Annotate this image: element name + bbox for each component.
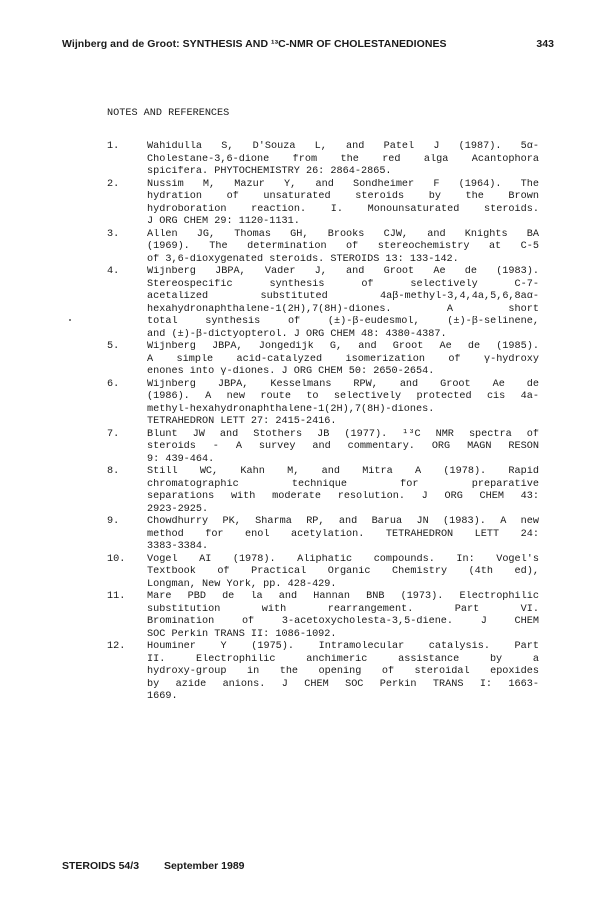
- stray-mark: [69, 319, 71, 321]
- reference-line: TETRAHEDRON LETT 27: 2415-2416.: [147, 416, 337, 427]
- reference-entry: [107, 229, 539, 267]
- section-heading: NOTES AND REFERENCES: [107, 108, 230, 119]
- reference-text: [147, 591, 539, 641]
- reference-line: Nussim M, Mazur Y, and Sondheimer F (1964). The: [147, 178, 539, 190]
- reference-line: hexahydronaphthalene-1(2H),7(8H)-diones. A short: [147, 303, 539, 315]
- reference-entry: [107, 179, 539, 229]
- reference-entry: [107, 516, 539, 554]
- reference-line: Wijnberg JBPA, Kesselmans RPW, and Groot Ae de: [147, 378, 539, 390]
- reference-number: 7.: [107, 428, 120, 440]
- reference-number: 3.: [107, 228, 120, 240]
- reference-line: 1669.: [147, 691, 178, 702]
- reference-line: Stereospecific synthesis of selectively C-7-: [147, 278, 539, 290]
- reference-line: Mare PBD de la and Hannan BNB (1973). Electrophilic: [147, 591, 539, 602]
- reference-line: acetalized substituted 4aβ-methyl-3,4,4a,5,6,8aα-: [147, 291, 539, 302]
- reference-line: total synthesis of (±)-β-eudesmol, (±)-β-selinene,: [147, 316, 539, 327]
- reference-entry: [107, 591, 539, 641]
- reference-line: Chowdhurry PK, Sharma RP, and Barua JN (1983). A new: [147, 516, 539, 527]
- reference-line: steroids - A survey and commentary. ORG MAGN RESON: [147, 441, 539, 452]
- reference-number: 8.: [107, 466, 120, 477]
- reference-text: [147, 429, 539, 467]
- reference-line: Wijnberg JBPA, Vader J, and Groot Ae de (1983).: [147, 266, 539, 277]
- reference-line: substitution with rearrangement. Part VI.: [147, 603, 539, 615]
- reference-line: Still WC, Kahn M, and Mitra A (1978). Rapid: [147, 466, 539, 477]
- reference-line: (1986). A new route to selectively protected cis 4a-: [147, 391, 539, 402]
- reference-line: 9: 439-464.: [147, 453, 215, 465]
- reference-entry: [107, 266, 539, 341]
- reference-line: hydration of unsaturated steroids by the Brown: [147, 191, 539, 202]
- reference-line: 3383-3384.: [147, 541, 209, 552]
- reference-line: enones into γ-diones. J ORG CHEM 50: 2650-2654.: [147, 366, 435, 377]
- reference-text: [147, 141, 539, 179]
- issue-date: September 1989: [163, 860, 245, 872]
- reference-line: Bromination of 3-acetoxycholesta-3,5-diene. J CHEM: [147, 616, 539, 627]
- reference-line: Blunt JW and Stothers JB (1977). ¹³C NMR spectra of: [147, 428, 539, 440]
- reference-text: [147, 516, 539, 554]
- reference-line: chromatographic technique for preparative: [147, 478, 539, 490]
- reference-list: [107, 141, 539, 704]
- reference-entry: [107, 379, 539, 429]
- reference-line: methyl-hexahydronaphthalene-1(2H),7(8H)-diones.: [147, 403, 435, 415]
- reference-line: of 3,6-dioxygenated steroids. STEROIDS 13: 133-142.: [147, 253, 459, 265]
- reference-entry: [107, 554, 539, 592]
- reference-line: Vogel AI (1978). Aliphatic compounds. In: Vogel's: [147, 553, 539, 565]
- reference-line: hydroboration reaction. I. Monounsaturated steroids.: [147, 203, 539, 215]
- reference-text: [147, 266, 539, 341]
- reference-text: [147, 641, 539, 704]
- running-title: Wijnberg and de Groot: SYNTHESIS AND ¹³C-NMR OF CHOLESTANEDIONES: [62, 38, 447, 50]
- reference-line: Allen JG, Thomas GH, Brooks CJW, and Knights BA: [147, 228, 539, 240]
- reference-entry: [107, 466, 539, 516]
- reference-text: [147, 229, 539, 267]
- reference-line: by azide anions. J CHEM SOC Perkin TRANS I: 1663-: [147, 678, 539, 690]
- reference-line: method for enol acetylation. TETRAHEDRON LETT 24:: [147, 528, 539, 540]
- reference-number: 12.: [107, 641, 126, 652]
- reference-number: 4.: [107, 266, 120, 277]
- reference-line: J ORG CHEM 29: 1120-1131.: [147, 216, 300, 227]
- reference-entry: [107, 641, 539, 704]
- reference-text: [147, 379, 539, 429]
- journal-issue: STEROIDS 54/3: [62, 860, 140, 872]
- reference-line: Longman, New York, pp. 428-429.: [147, 578, 337, 590]
- reference-line: hydroxy-group in the opening of steroidal epoxides: [147, 666, 539, 677]
- reference-line: spicifera. PHYTOCHEMISTRY 26: 2864-2865.: [147, 166, 392, 177]
- reference-line: A simple acid-catalyzed isomerization of γ-hydroxy: [147, 353, 539, 365]
- reference-line: separations with moderate resolution. J ORG CHEM 43:: [147, 491, 539, 502]
- running-header: [62, 38, 554, 50]
- reference-text: [147, 466, 539, 516]
- reference-number: 6.: [107, 378, 120, 390]
- reference-line: 2923-2925.: [147, 503, 209, 515]
- page-number: 343: [536, 38, 554, 50]
- reference-line: Houminer Y (1975). Intramolecular catalysis. Part: [147, 641, 539, 652]
- reference-line: and (±)-β-dictyopterol. J ORG CHEM 48: 4380-4387.: [147, 328, 447, 340]
- reference-entry: [107, 429, 539, 467]
- reference-number: 9.: [107, 516, 120, 527]
- reference-number: 11.: [107, 591, 126, 602]
- reference-line: Wijnberg JBPA, Jongedijk G, and Groot Ae de (1985).: [147, 341, 539, 352]
- running-footer: [62, 860, 245, 872]
- reference-line: II. Electrophilic anchimeric assistance by a: [147, 653, 539, 665]
- reference-line: Textbook of Practical Organic Chemistry (4th ed),: [147, 566, 539, 577]
- reference-number: 10.: [107, 553, 126, 565]
- reference-entry: [107, 341, 539, 379]
- reference-line: Cholestane-3,6-dione from the red alga Acantophora: [147, 153, 539, 165]
- reference-number: 2.: [107, 178, 120, 190]
- reference-line: (1969). The determination of stereochemistry at C-5: [147, 241, 539, 252]
- reference-line: Wahidulla S, D'Souza L, and Patel J (1987). 5α-: [147, 141, 539, 152]
- reference-entry: [107, 141, 539, 179]
- reference-text: [147, 179, 539, 229]
- reference-number: 1.: [107, 141, 120, 152]
- reference-text: [147, 554, 539, 592]
- reference-text: [147, 341, 539, 379]
- reference-number: 5.: [107, 341, 120, 352]
- reference-line: SOC Perkin TRANS II: 1086-1092.: [147, 628, 337, 640]
